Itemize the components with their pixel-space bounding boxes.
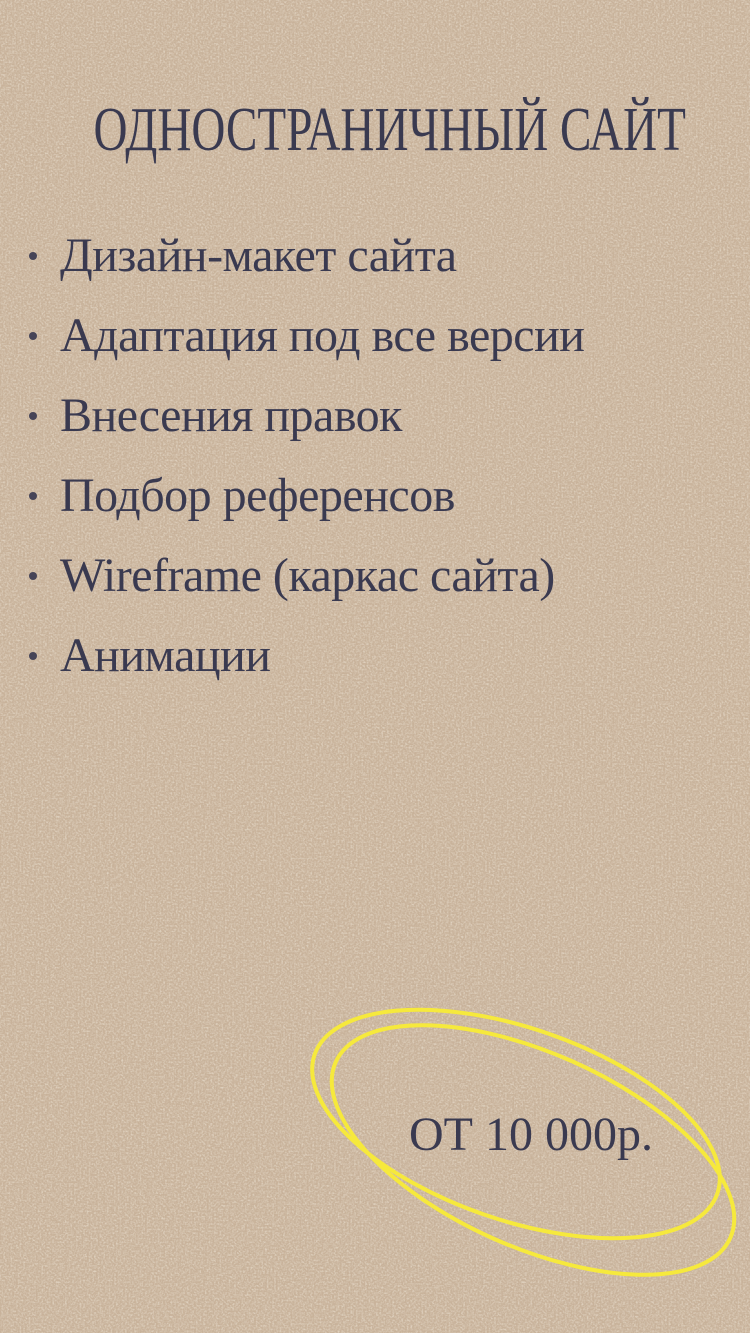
bullet-dot-icon bbox=[29, 332, 37, 340]
list-item bbox=[0, 456, 750, 536]
list-item bbox=[0, 216, 750, 296]
bullet-dot-icon bbox=[29, 652, 37, 660]
bullet-dot-icon bbox=[29, 412, 37, 420]
feature-label: Подбор референсов bbox=[60, 469, 455, 522]
page-title-row bbox=[0, 56, 750, 204]
feature-label: Wireframe (каркас сайта) bbox=[60, 549, 555, 602]
feature-list bbox=[0, 216, 750, 696]
page-title: ОДНОСТРАНИЧНЫЙ САЙТ bbox=[93, 95, 686, 164]
price-block bbox=[300, 988, 750, 1288]
list-item bbox=[0, 616, 750, 696]
bullet-dot-icon bbox=[29, 492, 37, 500]
feature-label: Анимации bbox=[60, 629, 271, 682]
feature-label: Адаптация под все версии bbox=[60, 309, 585, 362]
bullet-dot-icon bbox=[29, 252, 37, 260]
bullet-dot-icon bbox=[29, 572, 37, 580]
price-label: ОТ 10 000р. bbox=[409, 1108, 653, 1161]
feature-label: Внесения правок bbox=[60, 389, 402, 442]
list-item bbox=[0, 376, 750, 456]
list-item bbox=[0, 536, 750, 616]
list-item bbox=[0, 296, 750, 376]
feature-label: Дизайн-макет сайта bbox=[60, 229, 457, 282]
